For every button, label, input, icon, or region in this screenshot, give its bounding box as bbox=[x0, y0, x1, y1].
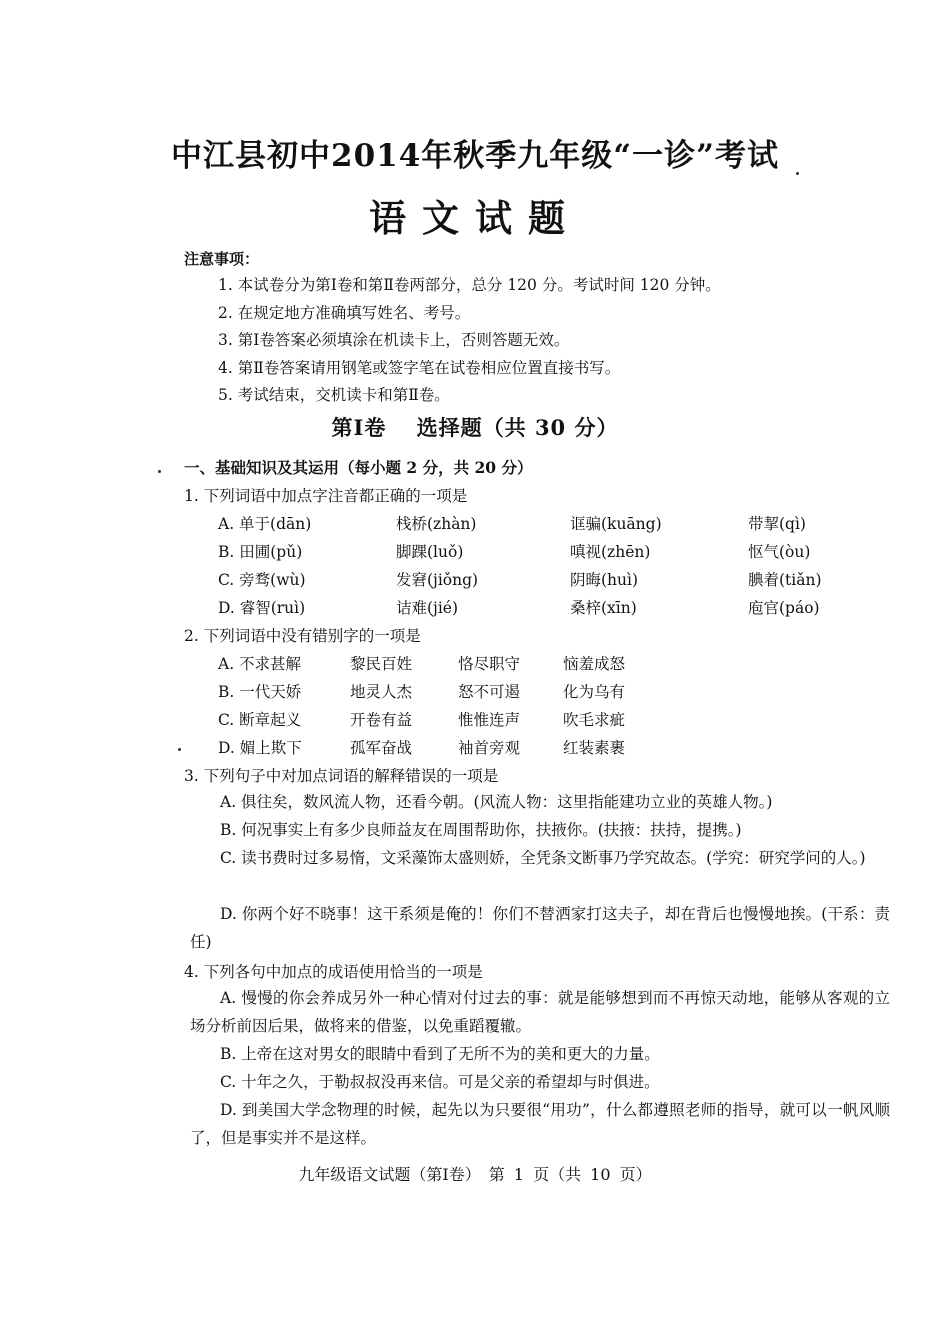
option-cell: 恼羞成怒 bbox=[563, 655, 626, 673]
question-3-option-c: C. 读书费时过多易惰，文采藻饰太盛则娇，全凭条文断事乃学究故态。(学究：研究学问的人。) bbox=[220, 849, 866, 867]
part-heading: 一、基础知识及其运用（每小题 2 分，共 20 分） bbox=[184, 458, 533, 477]
page-footer: 九年级语文试题（第Ⅰ卷） 第 1 页（共 10 页） bbox=[298, 1165, 652, 1184]
question-4-option-b: B. 上帝在这对男女的眼睛中看到了无所不为的美和更大的力量。 bbox=[220, 1045, 660, 1063]
option-cell: D. 媚上欺下 bbox=[218, 739, 302, 757]
option-cell: C. 旁骛(wù) bbox=[218, 571, 306, 589]
question-3-option-d: D. 你两个好不晓事！这干系须是俺的！你们不替洒家打这夫子，却在背后也慢慢地挨。(干系：责任) bbox=[190, 905, 890, 951]
option-cell: 阴晦(huì) bbox=[570, 571, 639, 589]
option-cell: 栈桥(zhàn) bbox=[396, 515, 477, 533]
question-4-option-d: D. 到美国大学念物理的时候，起先以为只要很“用功”，什么都遵照老师的指导，就可以一帆风顺了，但是事实并不是这样。 bbox=[190, 1101, 890, 1147]
question-2-stem: 2. 下列词语中没有错别字的一项是 bbox=[184, 627, 421, 645]
scan-speck bbox=[178, 748, 181, 751]
option-cell: 袖首旁观 bbox=[458, 739, 521, 757]
question-4-option-c: C. 十年之久，于勒叔叔没再来信。可是父亲的希望却与时俱进。 bbox=[220, 1073, 660, 1091]
option-cell: 怄气(òu) bbox=[748, 543, 811, 561]
question-3-option-b: B. 何况事实上有多少良师益友在周围帮助你，扶掖你。(扶掖：扶持，提携。) bbox=[220, 821, 742, 839]
notice-heading: 注意事项： bbox=[184, 250, 260, 268]
notice-item: 4. 第Ⅱ卷答案请用钢笔或签字笔在试卷相应位置直接书写。 bbox=[218, 358, 621, 377]
option-cell: 孤军奋战 bbox=[350, 739, 413, 757]
option-cell: 惟惟连声 bbox=[458, 711, 521, 729]
option-cell: B. 田圃(pǔ) bbox=[218, 543, 303, 561]
option-cell: 怒不可遏 bbox=[458, 683, 521, 701]
question-3-option-a: A. 俱往矣，数风流人物，还看今朝。(风流人物：这里指能建功立业的英雄人物。) bbox=[220, 793, 773, 811]
option-cell: 脚踝(luǒ) bbox=[396, 543, 464, 561]
option-cell: C. 断章起义 bbox=[218, 711, 302, 729]
notice-list bbox=[218, 272, 721, 410]
option-cell: D. 睿智(ruì) bbox=[218, 599, 306, 617]
option-cell: A. 单于(dān) bbox=[218, 515, 312, 533]
notice-item: 1. 本试卷分为第Ⅰ卷和第Ⅱ卷两部分，总分 120 分。考试时间 120 分钟。 bbox=[218, 276, 721, 294]
option-cell: 红装素裹 bbox=[563, 739, 626, 757]
option-cell: 嗔视(zhēn) bbox=[570, 543, 651, 561]
notice-item: 2. 在规定地方准确填写姓名、考号。 bbox=[218, 303, 471, 322]
option-cell: 桑梓(xīn) bbox=[570, 599, 637, 617]
question-4-option-a: A. 慢慢的你会养成另外一种心情对付过去的事：就是能够想到而不再惊天动地，能够从客观的立场分析前因后果，做将来的借鉴，以免重蹈覆辙。 bbox=[190, 989, 890, 1035]
scan-speck bbox=[796, 172, 799, 175]
question-4-stem: 4. 下列各句中加点的成语使用恰当的一项是 bbox=[184, 963, 483, 981]
option-cell: 发窘(jiǒng) bbox=[396, 571, 479, 589]
option-cell: 恪尽职守 bbox=[458, 655, 521, 673]
section-title: 第Ⅰ卷 选择题（共 30 分） bbox=[331, 415, 619, 440]
option-cell: 腆着(tiǎn) bbox=[748, 571, 822, 589]
subject-title: 语文试题 bbox=[369, 196, 581, 240]
option-cell: 开卷有益 bbox=[350, 711, 413, 729]
option-cell: 黎民百姓 bbox=[350, 655, 413, 673]
scan-speck bbox=[158, 470, 161, 473]
question-3-stem: 3. 下列句子中对加点词语的解释错误的一项是 bbox=[184, 767, 499, 785]
exam-title: 中江县初中2014年秋季九年级“一诊”考试 bbox=[171, 138, 779, 174]
option-cell: 诓骗(kuāng) bbox=[570, 515, 662, 533]
option-cell: 吹毛求疵 bbox=[563, 711, 626, 729]
option-cell: A. 不求甚解 bbox=[218, 655, 302, 673]
option-cell: B. 一代天娇 bbox=[218, 683, 302, 701]
notice-item: 3. 第Ⅰ卷答案必须填涂在机读卡上，否则答题无效。 bbox=[218, 331, 570, 349]
option-cell: 带挈(qì) bbox=[748, 515, 806, 533]
option-cell: 庖官(páo) bbox=[748, 599, 820, 617]
option-cell: 地灵人杰 bbox=[350, 683, 413, 701]
option-cell: 诘难(jié) bbox=[396, 599, 459, 617]
notice-item: 5. 考试结束，交机读卡和第Ⅱ卷。 bbox=[218, 386, 450, 404]
question-1-stem: 1. 下列词语中加点字注音都正确的一项是 bbox=[184, 487, 468, 505]
option-cell: 化为乌有 bbox=[563, 683, 626, 701]
